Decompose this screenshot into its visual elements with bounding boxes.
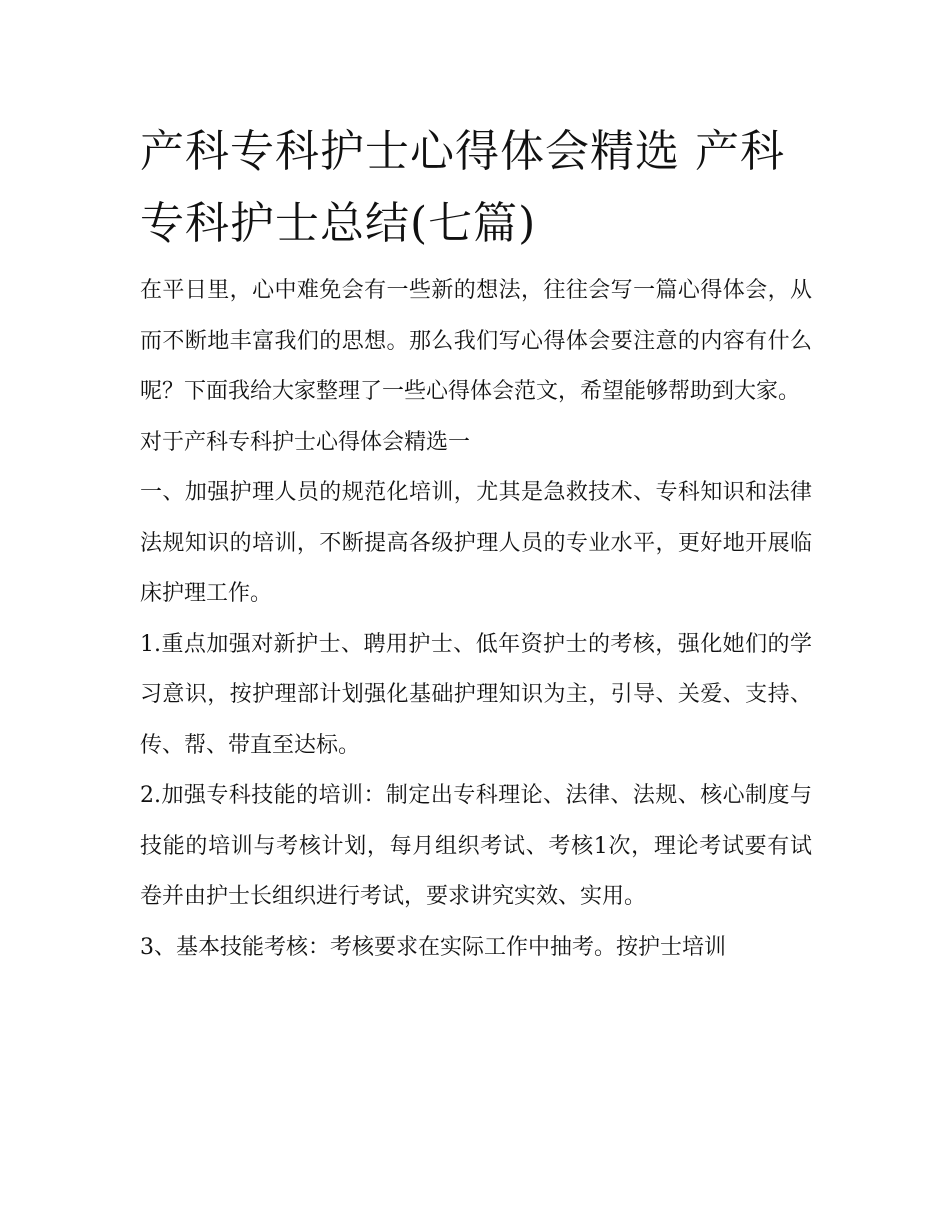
body-paragraph: 3、基本技能考核：考核要求在实际工作中抽考。按护士培训 xyxy=(140,934,726,960)
body-paragraph: 一、加强护理人员的规范化培训，尤其是急救技术、专科知识和法律法规知识的培训，不断提高各级护理人员的专业水平，更好地开展临床护理工作。 xyxy=(140,480,812,606)
document-page xyxy=(140,116,812,973)
body-paragraph: 2.加强专科技能的培训：制定出专科理论、法律、法规、核心制度与技能的培训与考核计划，每月组织考试、考核1次，理论考试要有试卷并由护士长组织进行考试，要求讲究实效、实用。 xyxy=(140,783,812,909)
document-title: 产科专科护士心得体会精选 产科专科护士总结(七篇) xyxy=(140,126,785,249)
body-paragraph: 1.重点加强对新护士、聘用护士、低年资护士的考核，强化她们的学习意识，按护理部计划强化基础护理知识为主，引导、关爱、支持、传、帮、带直至达标。 xyxy=(140,631,812,758)
section-heading: 对于产科专科护士心得体会精选一 xyxy=(140,429,471,455)
intro-paragraph: 在平日里，心中难免会有一些新的想法，往往会写一篇心得体会，从而不断地丰富我们的思想。那么我们写心得体会要注意的内容有什么呢？下面我给大家整理了一些心得体会范文，希望能够帮助到大家。 xyxy=(140,278,812,404)
